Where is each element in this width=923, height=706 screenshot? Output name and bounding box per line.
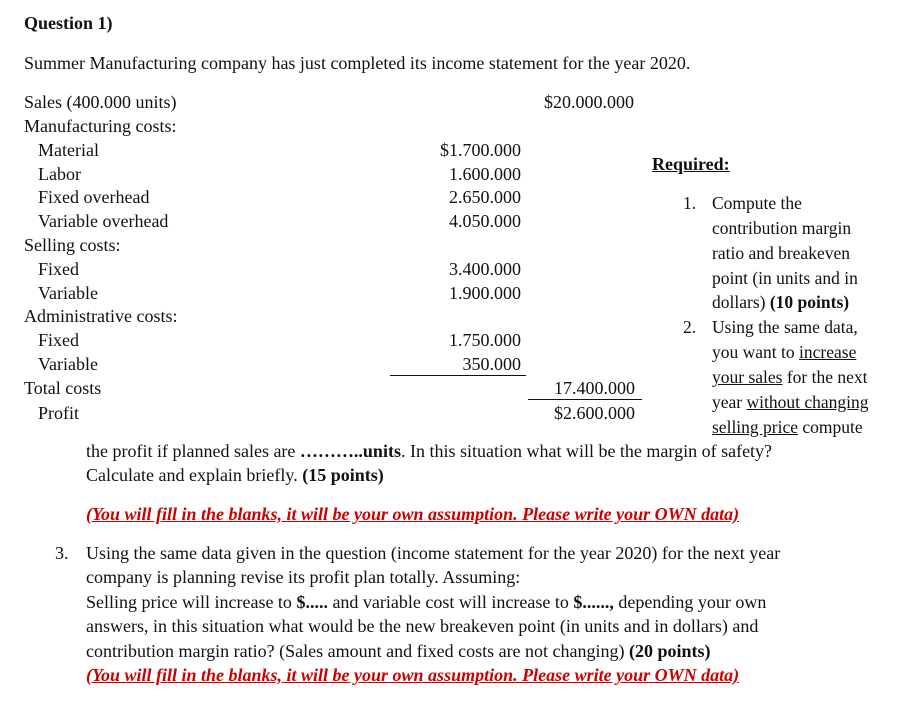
item2-line4 [712,391,869,413]
q3-number: 3. [55,543,69,563]
selling-fixed-value: 3.400.000 [449,259,521,279]
q3-cost-blank: $......, [573,592,614,612]
subtotal-rule [390,375,526,376]
item2-line3-underlined: your sales [712,367,783,387]
q3-note: (You will fill in the blanks, it will be your own assumption. Please write your OWN data) [86,665,740,685]
q2-line1-pre: the profit if planned sales are [86,441,300,461]
item1-points: (10 points) [769,292,850,312]
item1-line: point (in units and in [712,268,858,288]
item2-line4-pre: year [712,392,747,412]
q2-planned-units-blank: ………..units [299,441,401,461]
total-label: Total costs [24,378,102,398]
item2-line3 [712,366,868,388]
variable-overhead-label: Variable overhead [38,211,169,231]
q3-line4: answers, in this situation what would be the new breakeven point (in units and in dollars) and [86,616,759,636]
admin-variable-value: 350.000 [462,354,521,374]
profit-value: $2.600.000 [554,403,635,423]
item2-line1: Using the same data, [712,317,858,337]
admin-fixed-label: Fixed [38,330,80,350]
item2-line3-post: for the next [782,367,868,387]
variable-overhead-value: 4.050.000 [449,211,521,231]
q3-line5-pre: contribution margin ratio? (Sales amount and fixed costs are not changing) [86,641,630,661]
total-rule [528,399,642,400]
manufacturing-label: Manufacturing costs: [24,116,177,136]
fixed-overhead-label: Fixed overhead [38,187,150,207]
q3-price-blank: $..... [296,592,328,612]
q3-line1: Using the same data given in the question (income statement for the year 2020) for the next year [86,543,781,563]
q2-line2 [86,464,384,486]
q2-points: (15 points) [302,465,384,485]
selling-variable-label: Variable [38,283,98,303]
q3-line5 [86,640,711,662]
required-title: Required: [652,154,730,174]
item1-line-last [712,291,849,313]
q2-line1-post: . In this situation what will be the margin of safety? [400,441,773,461]
total-value: 17.400.000 [554,378,635,398]
fixed-overhead-value: 2.650.000 [449,187,521,207]
q3-line3-c: and variable cost will increase to [327,592,574,612]
q3-line3-a: Selling price will increase to [86,592,297,612]
selling-label: Selling costs: [24,235,121,255]
admin-label: Administrative costs: [24,306,178,326]
q2-line2-pre: Calculate and explain briefly. [86,465,303,485]
material-value: $1.700.000 [440,140,521,160]
admin-variable-label: Variable [38,354,98,374]
item2-line2-pre: you want to [712,342,800,362]
item2-number: 2. [683,317,697,337]
item1-line: contribution margin [712,218,852,238]
question-title: Question 1) [24,13,113,33]
q3-line2: company is planning revise its profit plan totally. Assuming: [86,567,521,587]
q3-line3 [86,591,766,613]
labor-value: 1.600.000 [449,164,521,184]
item2-line5-post: compute [798,417,863,437]
item1-line: Compute the [712,193,802,213]
item2-line2 [712,341,856,363]
material-label: Material [38,140,99,160]
intro-text: Summer Manufacturing company has just completed its income statement for the year 2020. [24,53,691,73]
sales-label: Sales (400.000 units) [24,92,177,112]
sales-value: $20.000.000 [544,92,634,112]
item1-number: 1. [683,193,697,213]
selling-fixed-label: Fixed [38,259,80,279]
q3-line3-e: depending your own [613,592,767,612]
item1-line: ratio and breakeven [712,243,850,263]
item1-last-text: dollars) [712,292,766,312]
q2-line1 [86,440,772,462]
admin-fixed-value: 1.750.000 [449,330,521,350]
item2-line4-underlined: without changing [746,392,869,412]
q3-points: (20 points) [629,641,711,661]
labor-label: Labor [38,164,81,184]
item2-line2-underlined: increase [799,342,857,362]
item2-line5 [712,416,863,438]
selling-variable-value: 1.900.000 [449,283,521,303]
profit-label: Profit [38,403,80,423]
q2-note: (You will fill in the blanks, it will be your own assumption. Please write your OWN data) [86,504,740,524]
item2-line5-underlined: selling price [712,417,799,437]
